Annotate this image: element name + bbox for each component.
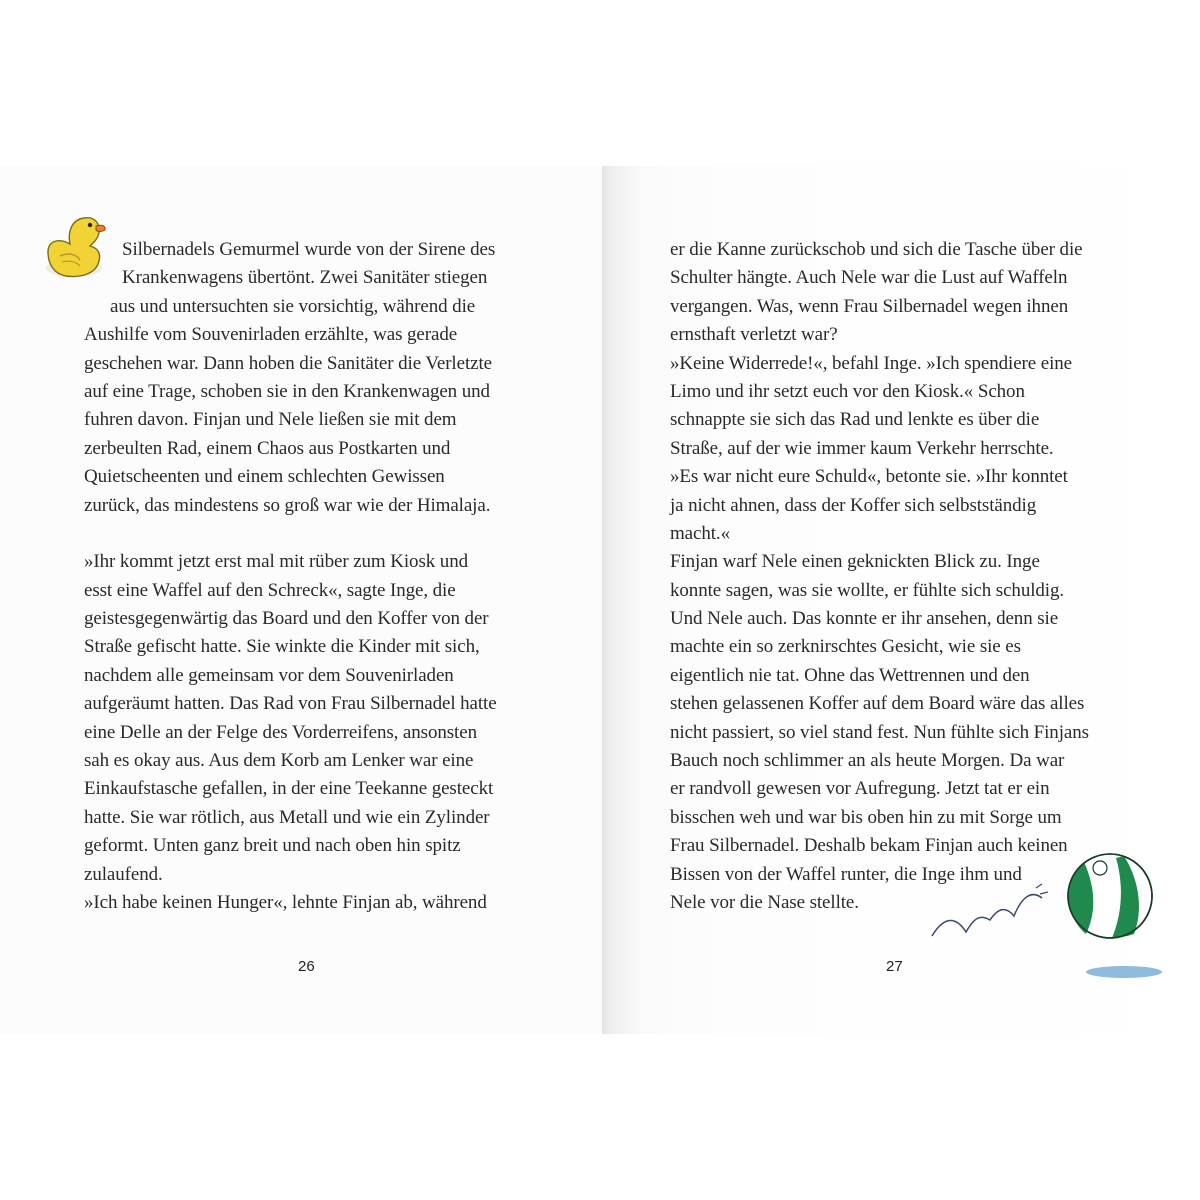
text-line: geschehen war. Dann hoben die Sanitäter die Verletzte [84,352,492,374]
text-line: aus und untersuchten sie vorsichtig, während die [110,295,476,317]
left-page [0,166,602,1034]
text-line: eine Delle an der Felge des Vorderreifens, ansonsten [84,721,477,743]
text-line: Limo und ihr setzt euch vor den Kiosk.« Schon [670,380,1025,402]
text-line: Silbernadels Gemurmel wurde von der Sirene des [122,239,496,260]
text-line: nachdem alle gemeinsam vor dem Souvenirladen [84,664,454,686]
text-line: Einkaufstasche gefallen, in der eine Teekanne gesteckt [84,778,494,800]
text-line: aufgeräumt hatten. Das Rad von Frau Silbernadel hatte [84,693,497,715]
right-page-text [670,236,1089,917]
text-line: Nele vor die Nase stellte. [670,891,859,913]
beach-ball-icon [924,838,1164,988]
text-line: Und Nele auch. Das konnte er ihr ansehen, denn sie [670,608,1059,630]
text-line: stehen gelassenen Koffer auf dem Board wäre das alles [670,693,1085,715]
paragraph-gap [84,520,497,548]
text-line: hatte. Sie war rötlich, aus Metall und wie ein Zylinder [84,806,490,828]
text-line: »Keine Widerrede!«, befahl Inge. »Ich spendiere eine [670,352,1072,374]
text-line: esst eine Waffel auf den Schreck«, sagte Inge, die [84,579,456,601]
text-line: »Ich habe keinen Hunger«, lehnte Finjan ab, während [84,891,487,913]
text-line: bisschen weh und war bis oben hin zu mit Sorge um [670,806,1062,828]
right-page [602,166,1200,1034]
text-line: Aushilfe vom Souvenirladen erzählte, was gerade [84,324,458,346]
text-line: nicht passiert, so viel stand fest. Nun fühlte sich Finjans [670,721,1089,743]
text-line: fuhren davon. Finjan und Nele ließen sie mit dem [84,409,457,431]
text-line: »Ihr kommt jetzt erst mal mit rüber zum Kiosk und [84,551,468,573]
text-line: zurück, das mindestens so groß war wie der Himalaja. [84,494,491,516]
page-number: 27 [886,958,903,975]
text-line: zulaufend. [84,863,163,885]
text-line: auf eine Trage, schoben sie in den Krankenwagen und [84,380,490,402]
text-line: Bissen von der Waffel runter, die Inge ihm und [670,863,1022,885]
text-line: zerbeulten Rad, einem Chaos aus Postkarten und [84,437,451,459]
text-line: ja nicht ahnen, dass der Koffer sich selbstständig [670,494,1037,516]
text-line: Schulter hängte. Auch Nele war die Lust auf Waffeln [670,267,1068,289]
text-line: eigentlich nie tat. Ohne das Wettrennen und den [670,664,1030,686]
text-line: er randvoll gewesen vor Aufregung. Jetzt tat er ein [670,778,1050,800]
text-line: machte ein so zerknirschtes Gesicht, wie sie es [670,636,1021,658]
text-line: Straße, auf der wie immer kaum Verkehr herrschte. [670,437,1054,459]
text-line: Frau Silbernadel. Deshalb bekam Finjan auch keinen [670,835,1068,857]
text-line: Straße gefischt hatte. Sie winkte die Kinder mit sich, [84,636,480,658]
text-line: »Es war nicht eure Schuld«, betonte sie. »Ihr konntet [670,466,1068,488]
text-line: macht.« [670,522,730,544]
text-line: konnte sagen, was sie wollte, er fühlte sich schuldig. [670,579,1065,601]
text-line: vergangen. Was, wenn Frau Silbernadel wegen ihnen [670,295,1069,317]
left-page-text [84,236,497,917]
text-line: geistesgegenwärtig das Board und den Koffer von der [84,608,489,630]
text-line: Finjan warf Nele einen geknickten Blick zu. Inge [670,551,1040,573]
page-number: 26 [298,958,315,975]
text-line: schnappte sie sich das Rad und lenkte es über die [670,409,1040,431]
text-line: er die Kanne zurückschob und sich die Tasche über die [670,239,1083,260]
text-line: Krankenwagens übertönt. Zwei Sanitäter stiegen [122,267,488,289]
text-line: Bauch noch schlimmer an als heute Morgen. Da war [670,750,1065,772]
book-spread [0,166,1200,1034]
text-line: Quietscheenten und einem schlechten Gewissen [84,466,445,488]
text-line: geformt. Unten ganz breit und nach oben hin spitz [84,835,461,857]
text-line: ernsthaft verletzt war? [670,324,838,346]
text-line: sah es okay aus. Aus dem Korb am Lenker war eine [84,750,474,772]
